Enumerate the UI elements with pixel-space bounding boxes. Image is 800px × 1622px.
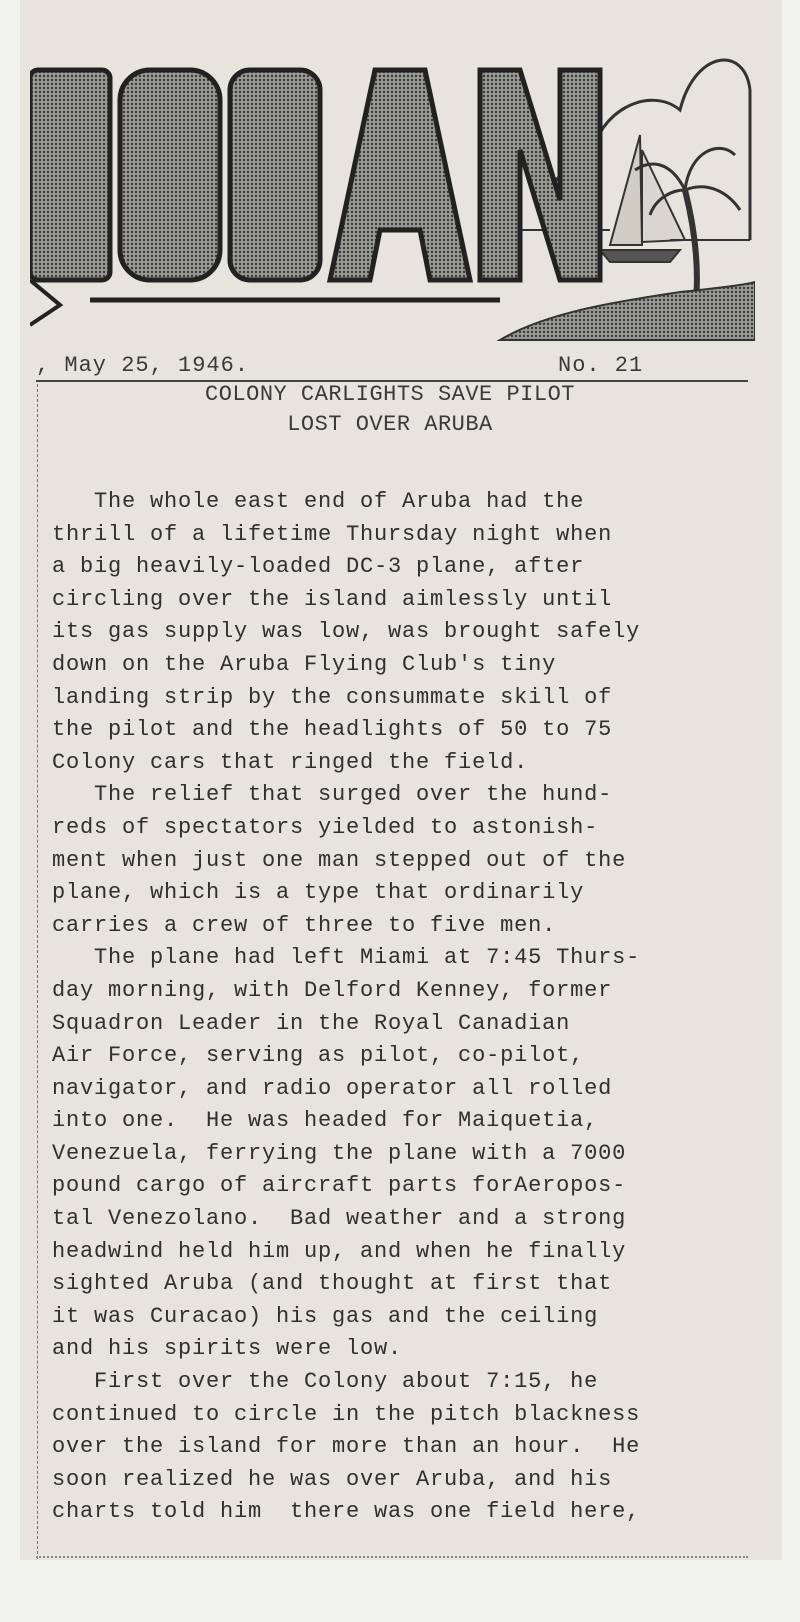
article-line: ment when just one man stepped out of the bbox=[52, 847, 627, 873]
article-line: Colony cars that ringed the field. bbox=[52, 749, 529, 775]
article-line: reds of spectators yielded to astonish- bbox=[52, 814, 599, 840]
article-line: the pilot and the headlights of 50 to 75 bbox=[52, 717, 613, 743]
column-rule bbox=[37, 384, 39, 1559]
article-line: down on the Aruba Flying Club's tiny bbox=[52, 651, 557, 677]
article-line: sighted Aruba (and thought at first that bbox=[52, 1271, 613, 1297]
article-line: headwind held him up, and when he finally bbox=[52, 1238, 627, 1264]
arrow-icon bbox=[30, 280, 60, 325]
article-line: charts told him there was one field here, bbox=[52, 1499, 641, 1525]
article-line: it was Curacao) his gas and the ceiling bbox=[52, 1303, 599, 1329]
article-headline bbox=[40, 380, 740, 440]
bottom-rule bbox=[36, 1556, 748, 1560]
article-line: circling over the island aimlessly until bbox=[52, 586, 613, 612]
article-line: landing strip by the consummate skill of bbox=[52, 684, 613, 710]
article-line: thrill of a lifetime Thursday night when bbox=[52, 521, 613, 547]
dateline bbox=[36, 353, 756, 379]
article-line: The relief that surged over the hund- bbox=[52, 782, 613, 808]
issue-date: , May 25, 1946. bbox=[36, 353, 250, 378]
article-body bbox=[52, 486, 762, 1529]
masthead bbox=[30, 30, 755, 350]
masthead-artwork bbox=[30, 30, 755, 350]
article-line: navigator, and radio operator all rolled bbox=[52, 1075, 613, 1101]
article-line: day morning, with Delford Kenney, former bbox=[52, 977, 613, 1003]
article-line: soon realized he was over Aruba, and his bbox=[52, 1466, 613, 1492]
article-line: a big heavily-loaded DC-3 plane, after bbox=[52, 554, 585, 580]
article-line: Air Force, serving as pilot, co-pilot, bbox=[52, 1043, 585, 1069]
issue-number: No. 21 bbox=[558, 353, 644, 378]
article-line: its gas supply was low, was brought safely bbox=[52, 619, 641, 645]
article-line: The plane had left Miami at 7:45 Thurs- bbox=[52, 945, 641, 971]
article-line: The whole east end of Aruba had the bbox=[52, 489, 585, 514]
sailboat-hull-icon bbox=[600, 250, 680, 262]
island-icon bbox=[500, 282, 755, 340]
sailboat-sail-icon bbox=[610, 135, 642, 245]
article-line: tal Venezolano. Bad weather and a strong bbox=[52, 1206, 627, 1232]
article-line: First over the Colony about 7:15, he bbox=[52, 1369, 599, 1395]
article-line: carries a crew of three to five men. bbox=[52, 912, 557, 938]
article-line: over the island for more than an hour. He bbox=[52, 1434, 641, 1460]
article-line: pound cargo of aircraft parts forAeropos- bbox=[52, 1173, 627, 1199]
headline-line-1: COLONY CARLIGHTS SAVE PILOT bbox=[205, 382, 575, 407]
article-line: plane, which is a type that ordinarily bbox=[52, 880, 585, 906]
article-line: and his spirits were low. bbox=[52, 1336, 403, 1362]
article-line: into one. He was headed for Maiquetia, bbox=[52, 1108, 599, 1134]
article-line: Venezuela, ferrying the plane with a 7000 bbox=[52, 1140, 627, 1166]
headline-line-2: LOST OVER ARUBA bbox=[287, 412, 493, 437]
masthead-title-letters bbox=[30, 70, 600, 280]
article-line: continued to circle in the pitch blackness bbox=[52, 1401, 641, 1427]
article-line: Squadron Leader in the Royal Canadian bbox=[52, 1010, 571, 1036]
